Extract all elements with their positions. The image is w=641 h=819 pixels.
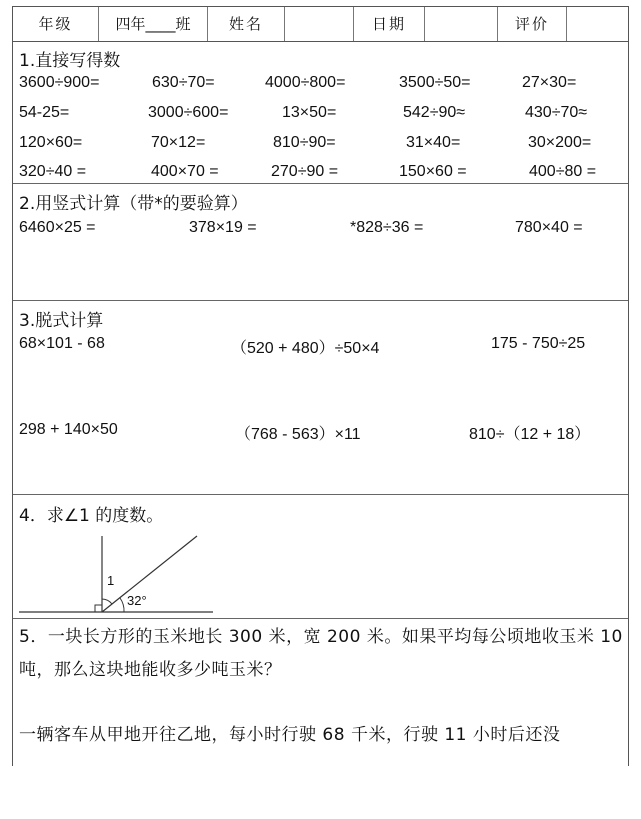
expression: 810÷90= <box>273 134 336 151</box>
header-row <box>13 7 628 42</box>
expression: 430÷70≈ <box>525 104 588 121</box>
section-title: 3.脱式计算 <box>19 311 104 331</box>
expression: 31×40= <box>406 134 461 151</box>
expression: 3500÷50= <box>399 74 471 91</box>
expression: 175 - 750÷25 <box>491 335 586 352</box>
expression: 70×12= <box>151 134 206 151</box>
section-word-problem <box>13 619 628 819</box>
expression: 30×200= <box>528 134 592 151</box>
expression: 27×30= <box>522 74 577 91</box>
section-step-calculation <box>13 301 628 495</box>
angle-32-label: 32° <box>127 593 147 608</box>
section-title: 4．求∠1 的度数。 <box>19 506 164 526</box>
expression: 150×60 = <box>399 163 467 180</box>
expression: 400÷80 = <box>529 163 597 180</box>
angle-diagram <box>13 519 233 619</box>
name-field[interactable] <box>285 7 354 41</box>
expression: 400×70 = <box>151 163 219 180</box>
expression: （520 + 480）÷50×4 <box>231 340 380 357</box>
class-field[interactable]: 四年____班 <box>99 7 208 41</box>
expression: 6460×25 = <box>19 219 96 236</box>
expression: 298 + 140×50 <box>19 421 118 438</box>
expression: 13×50= <box>282 104 337 121</box>
expression: 54-25= <box>19 104 70 121</box>
expression: 320÷40 = <box>19 163 87 180</box>
expression: 3600÷900= <box>19 74 100 91</box>
worksheet <box>12 6 629 766</box>
date-label: 日期 <box>354 7 425 41</box>
date-field[interactable] <box>425 7 498 41</box>
expression: 810÷（12 + 18） <box>469 426 591 443</box>
grade-label: 年级 <box>13 7 99 41</box>
section-direct-calculation <box>13 42 628 184</box>
expression: 630÷70= <box>152 74 215 91</box>
section-title: 1.直接写得数 <box>19 51 121 71</box>
expression: 542÷90≈ <box>403 104 466 121</box>
expression: 270÷90 = <box>271 163 339 180</box>
expression: 378×19 = <box>189 219 257 236</box>
section-title: 2.用竖式计算（带*的要验算） <box>19 194 248 214</box>
section-angle-problem <box>13 495 628 619</box>
expression: 3000÷600= <box>148 104 229 121</box>
word-problem-text: 5．一块长方形的玉米地长 300 米，宽 200 米。如果平均每公顷地收玉米 10 吨，那么这块地能收多少吨玉米？ <box>19 627 623 680</box>
expression: 780×40 = <box>515 219 583 236</box>
expression: （768 - 563）×11 <box>235 426 361 443</box>
name-label: 姓名 <box>208 7 285 41</box>
section-vertical-calculation <box>13 184 628 301</box>
expression: 68×101 - 68 <box>19 335 105 352</box>
expression: 4000÷800= <box>265 74 346 91</box>
expression: 120×60= <box>19 134 83 151</box>
score-label: 评价 <box>498 7 567 41</box>
score-field[interactable] <box>567 7 629 41</box>
angle-1-label: 1 <box>107 573 115 588</box>
expression: *828÷36 = <box>350 219 424 236</box>
next-problem-text: 一辆客车从甲地开往乙地，每小时行驶 68 千米，行驶 11 小时后还没 <box>19 725 561 745</box>
